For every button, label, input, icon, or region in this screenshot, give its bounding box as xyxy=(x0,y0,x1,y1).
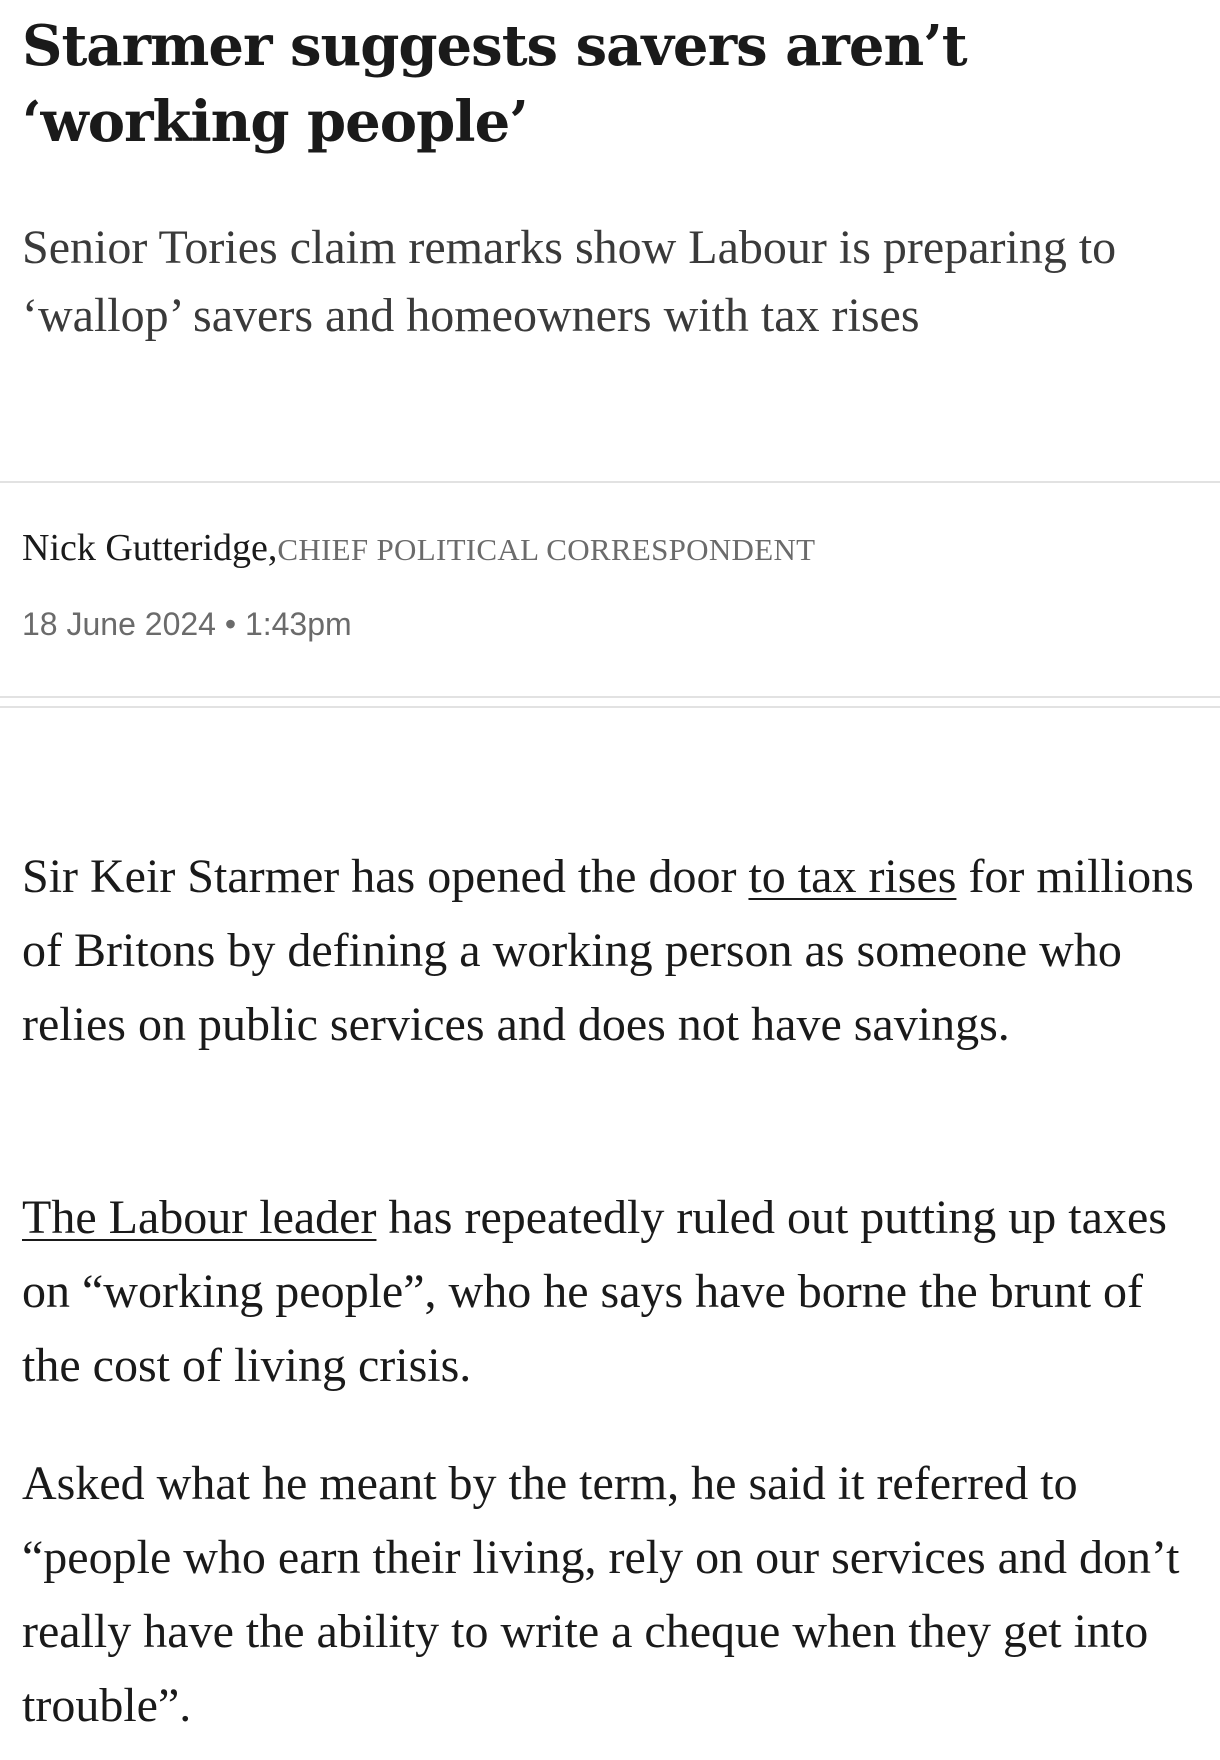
byline xyxy=(22,526,815,570)
tax-rises-link[interactable]: to tax rises xyxy=(748,850,957,903)
divider xyxy=(0,706,1220,708)
publish-date: 18 June 2024 • 1:43pm xyxy=(22,606,352,642)
body-paragraph: Asked what he meant by the term, he said it referred to “people who earn their living, rely on our services and don’t really have the ability to write a cheque when they get into trouble”. xyxy=(22,1457,1180,1732)
labour-leader-link[interactable]: The Labour leader xyxy=(22,1191,377,1244)
paragraph-text: for millions of Britons by defining a working person as someone who relies on public services and does not have savings. xyxy=(22,850,1194,1051)
paragraph-text: Sir Keir Starmer has opened the door xyxy=(22,850,749,903)
body-paragraph xyxy=(22,1181,1202,1403)
author-name[interactable]: Nick Gutteridge, xyxy=(22,527,278,569)
article-standfirst: Senior Tories claim remarks show Labour is preparing to ‘wallop’ savers and homeowners with tax rises xyxy=(22,221,1117,342)
body-paragraph xyxy=(22,840,1202,1062)
author-role: CHIEF POLITICAL CORRESPONDENT xyxy=(277,532,816,567)
article-headline: Starmer suggests savers aren’t ‘working people’ xyxy=(22,13,967,155)
paragraph-text: has repeatedly ruled out putting up taxes on “working people”, who he says have borne the brunt of the cost of living crisis. xyxy=(22,1191,1167,1392)
divider xyxy=(0,481,1220,483)
divider xyxy=(0,696,1220,698)
